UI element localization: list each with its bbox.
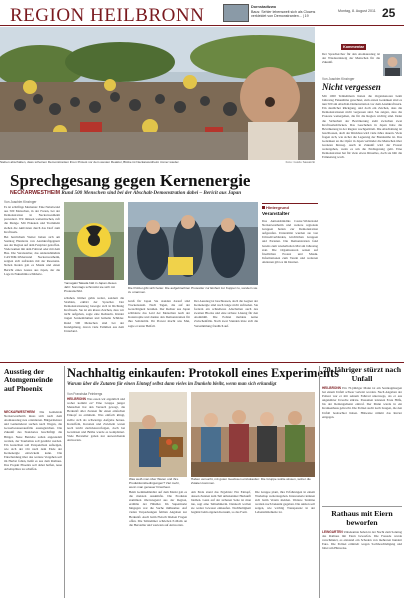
lower-article-col3 (191, 490, 251, 598)
background-body (262, 219, 318, 344)
lower-body4: Die Gruppe plant, ihre Erfahrungen in einem Workshop weiterzugeben. Interessierte können sich beim Verein melden. Weitere Termine werden noch bekannt gegeben. Die Aktion soll zeigen, wie wichtig Transparenz in der Lebensmittelkette ist. (255, 490, 315, 515)
caption-text: Sieben abschalten, dass scheinen Demonstranten ihren Protest vor dem westen Reaktor, Blicke ist Neckarwestheim immer wieder. (0, 160, 180, 164)
teaser-text: Baus: Sehler lebensweit sich als Clowns verkleidet von Demonstranten... | 19 (251, 9, 316, 19)
left-article-text: Die Gemeinde Neckarwestheim muss sich nach dem Atomausstieg neu orientieren. Bürgermeister und Gemeinderat suchen nach Wegen, die Gewerbesteuerausfälle auszugleichen. Die Zukunft des Standortes beschäftigt die Bürger. Neue Betriebe sollen angesiedelt werden, der Tourismus soll gestärkt werden. Ein Gutachten soll Perspektiven aufzeigen, wie sich der Ort nach dem Ende der Kernenergie entwickeln kann. Die Entscheidung über das weitere Vorgehen soll im Herbst fallen, heißt es aus dem Rathaus. Das Projekt Phoenix soll dabei helfen, neue Arbeitsplätze zu schaffen. (4, 410, 62, 472)
lower-body3: Am Ende stand das Ergebnis: Ein Eintopf, dessen Zutaten zum Teil unbekannter Herkunft bleiben. Ganz auf der sicheren Seite ist man nie, sagt eine Teilnehmerin. Dennoch wollen sie weiter bewusst einkaufen. Nachhaltigkeit beginnt beim eigenen Konsum, so das Fazit. (191, 490, 251, 515)
left-article-kicker: NECKARWESTHEIM (4, 410, 35, 414)
main-byline: Von Joachim Kinzinger (4, 200, 37, 204)
teaser-thumbnail (223, 4, 249, 22)
issue-date: Montag, 8. August 2011 (338, 9, 376, 13)
main-article-col1 (4, 200, 60, 360)
teaser (251, 5, 321, 19)
lower-byline: Von Franziska Feinbergs (67, 392, 103, 396)
right-article1-kicker: HEILBRONN (322, 386, 341, 390)
background-label-text: Hintergrund (266, 205, 289, 210)
right-article2-body (322, 530, 402, 598)
section-divider (0, 362, 404, 363)
shopping-photo (129, 392, 187, 477)
right-article1-text: Ein 70-jähriger Mann ist am Sonntagmorgen bei einem Unfall schwer verletzt worden. Nach Angaben der Polizei war er mit seinem Fahrrad unterwegs, als er aus ungeklärter Ursache stürzte. Passanten leisteten Erste Hilfe, bis der Rettungsdienst eintraf. Der Mann wurde in ein Krankenhaus gebracht. Die Polizei sucht nach Zeugen, die den Unfall beobachtet haben. Hinweise nimmt das Revier entgegen. (322, 386, 402, 419)
main-article-col4 (194, 299, 258, 360)
right-article1-title: 70-Jähriger stürzt nach Unfall (322, 365, 402, 383)
police-officers-photo (128, 202, 258, 285)
main-article-col3 (128, 299, 190, 360)
bullet-icon (262, 206, 265, 209)
main-body2: schuhen. Immer gehts weiter, sondern die Strahlen, erklärt der Sprecher. Der Demonstrationszug bewegte sich in Richtung Kraftwerk. Sie ist ein klares Zeichen, dass wir nicht aufgeben, sagte eine Rednerin. Kinder trugen Sonnenblumen und bemalte Schilder. Rund 500 Menschen sind bei der Kundgebung, davon viele Familien aus dem Unterland. (64, 296, 124, 333)
commentary-author-photo (383, 54, 402, 76)
main-lead: Es ist schriftige Momente: Eine Nebelwand aus 500 Menschen, in der Freien, bei der Demonstration in Neckarwestheim protestiert. Wir müssen weitermachen, ruft die Menge. Mit Plakaten und Trommeln ziehen die Aktivisten durch das Dorf zum Kraftwerk. (4, 205, 60, 234)
commentary-title: Nicht vergessen (322, 82, 381, 92)
lower-kicker: HEILBRONN (67, 397, 86, 402)
main-kicker: NECKARWESTHEIM (10, 190, 61, 196)
teaser-title: Dornstadtzwo (251, 5, 277, 9)
top-photo (0, 27, 315, 160)
column-divider-right (319, 366, 320, 598)
right-article2-text: Unbekannte haben in der Nacht zum Sonntag das Rathaus mit Eiern beworfen. Die Fassade wurde verschmutzt, es entstand ein Schaden von mehreren hundert Euro. Die Polizei ermittelt wegen Sachbeschädigung und bittet um Hinweise. (322, 530, 402, 551)
group-cooking-photo (191, 392, 315, 477)
main-body1: Bei herrlichem Wetter haben sich am Sonntag Hunderte von Atomkraftgegnern aus der Region auf dem Festplatz getroffen. Viele kamen mit dem Fahrrad oder mit dem Bus. Die Veranstalter, das Aktionsbündnis CASTOR-Widerstand Neckarwestheim, zeigten sich zufrieden mit der Resonanz. Neben Reden gab es Musik und einen Bericht eines Gastes aus Japan, der die Lage in Fukushima schilderte. (4, 234, 60, 276)
main-article-col2 (64, 296, 124, 360)
main-body3: Gruß für Japan Sie standen darauf sind Trockenstaub. Nach Tagen, die auf der Gerechtigkeit beruhen. Der Redner aus Japan schilderte das Leid der Menschen nach der Katastrophe und dankte den Demonstranten für ihre Solidarität. Ihr Protest macht uns Mut, sagte er unter Beifall. (128, 299, 190, 328)
right-article1-body (322, 386, 402, 504)
police-photo (128, 202, 258, 285)
protest-sign-photo (64, 202, 124, 280)
commentary-byline: Von Joachim Kinzinger (322, 77, 355, 81)
top-photo-caption (0, 161, 315, 166)
lower-article-col1 (67, 392, 125, 598)
market-photo (129, 392, 187, 477)
background-title: Veranstalter (262, 212, 290, 217)
background-box (262, 203, 318, 348)
demonstration-photo (0, 27, 315, 160)
commentary-intro (322, 52, 380, 72)
page-header (0, 0, 404, 26)
lower-body2: Beim Gemüsehändler auf dem Markt gab es die meisten Auskünfte. Die Produkte stammten überwiegend aus der Region, erzählte der Händler. Im Supermarkt hingegen war die Suche mühsamer. Auf vielen Verpackungen fehlten Angaben zur Herkunft. Auch beim Fleisch blieben Fragen offen. Die Teilnehmer schrieben E-Mails an die Hersteller und warteten auf Antworten. (129, 490, 187, 527)
region-title: REGION HEILBRONN (10, 5, 205, 26)
background-label (262, 203, 318, 210)
lower-article-col2 (129, 490, 187, 598)
page-number: 25 (382, 6, 396, 20)
main-subhead-text: Rund 500 Menschen sind bei der Abschalt-Demonstration dabei – Bericit aus Japan (61, 190, 242, 196)
commentary-label: Kommentar (343, 44, 365, 49)
commentary-intro-text: Der Sprecherchor für den Atomausstieg ist der Wiedereinsteig der Menschen für die Zukunft. (322, 52, 380, 65)
police-photo-caption: Die Polizei gibt sich heiter. Die aufgebrachten Protestler zur Einheit zur Kuppel zu, sondern sie zu umarmen. (128, 286, 258, 294)
japan-woman-photo (64, 202, 124, 280)
left-article-title: Ausstieg der Atomgemeinde auf Phoenix (4, 367, 53, 393)
main-headline: Sprechgesang gegen Kernenergie (10, 171, 251, 190)
group-photo (191, 392, 315, 477)
japan-photo-caption: Yamagaki Takada hält in Japan dieses Jahr: Sonntags schmückt sie sich mit Protestschild. (64, 281, 117, 293)
commentary-body (322, 94, 402, 349)
main-body4: Der Ausstieg ist beschlossen, doch die Gegner der Kernenergie sind noch lange nicht zufrieden. Sie fordern ein schnelleres Abschalten auch des zweiten Blocks und eine sichere Lösung für den Atommüll. Die Polizei meldete keine Zwischenfälle. Nach zwei Stunden löste sich die Versammlung friedlich auf. (194, 299, 258, 328)
market-photo-caption: Was weiß man über Waren und ihre Produktionsbedingungen? Viel mehr, wenn man genauer hinschaut. (129, 477, 180, 489)
right-divider (322, 506, 402, 507)
lower-subhead: Warum über die Zutaten für einen Eintopf selbst dann vieles im Dunkeln bleibt, wenn man sich erkundigt (67, 382, 277, 387)
lower-article-col4 (255, 490, 315, 598)
background-body-text: Das Aktionsbündnis Castor-Widerstand Neckarwestheim und weitere regionale Gruppen hatten zur Demonstration aufgerufen. Unterstützt wurden sie von Umweltverbänden, kirchlichen Gruppen und Parteien. Die Demonstration fand bereits zum wiederholten Mal am Jahrestag statt. Die Organisatoren setzen auf friedlichen Protest und Musik. Informationen zum Verein und weiteren Aktionen gibt es im Internet. (262, 218, 318, 264)
photo-credit: Foto: Guido Sawatzki (285, 160, 315, 164)
left-article-body (4, 410, 62, 598)
right-article2-kicker: LEINGARTEN (322, 530, 343, 534)
main-subhead (10, 190, 241, 197)
lower-headline: Nachhaltig einkaufen: Protokoll eines Experiments (67, 366, 339, 380)
author-portrait (383, 54, 402, 76)
group-photo-caption: Haben versucht, mit guten Gewissen einzukaufen: Die Gruppe wollte wissen, woher die Zutaten kommen. (191, 477, 311, 485)
column-divider (64, 366, 65, 598)
lower-body1: Was essen wir eigentlich und woher kommt es? Eine Gruppe junger Menschen hat den Versuch gewagt, die Herkunft aller Zutaten für einen einfachen Eintopf zu ermitteln. Was einfach klingt, stellte sich als schwierige Aufgabe heraus. Kartoffeln, Karotten und Zwiebeln waren noch leicht zurückzuverfolgen, doch bei Gewürzen und Brühe wurde es kompliziert. Viele Hersteller gaben nur ausweichende Antworten. (67, 397, 125, 443)
right-article2-title: Rathaus mit Eiern beworfen (331, 509, 393, 527)
commentary-body-text: Mit 1000 Teilnehmern hatten die Organisatoren beim Jahrestag Fukushima gerechnet, zum ersten Gedenken sind es nun 500 am Abschalt-Demonstration vor dem Atomkraftwerk. Ein deutlicher Rückgang, und doch ein Zeichen, dass die Demonstrationen nicht vergessen sind. Sie zeigen, dass die Proteste weitergehen, die für die Region wichtig sind. Denn die Sicherheit der Bevölkerung steht zwischen zwei Kraftwerksblöcken. Das Geschehen in Japan habe die Bevölkerung in der Region wachgerüttelt. Die Abschaltung ist beschlossen, doch der Rückbau wird viele Jahre dauern. Viele fragen sich, wie sicher die Lagerung der Brennstäbe ist. Das Gedenken an die Opfer in Japan verbindet die Menschen über Grenzen hinweg. Auch in Zukunft wird der Protest weitergehen, wenn es um die Endlagerung geht. Eine Demonstration hat für viele etwas Rituelles, doch sie hält die Erinnerung wach. (322, 94, 402, 160)
